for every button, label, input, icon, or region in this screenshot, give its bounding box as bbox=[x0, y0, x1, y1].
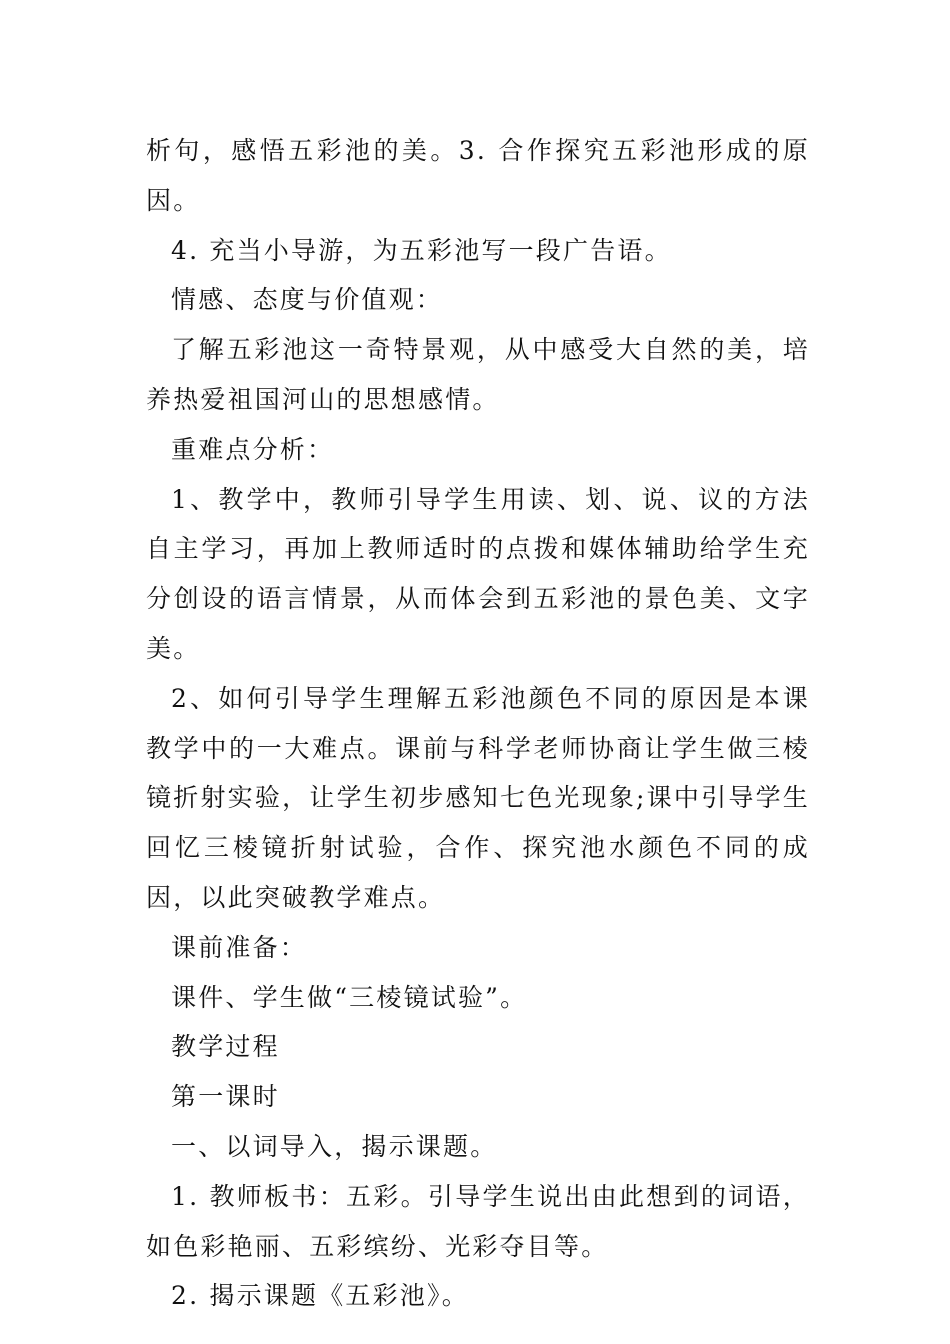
document-body bbox=[146, 126, 810, 1321]
paragraph-step-2: 2. 揭示课题《五彩池》。 bbox=[171, 1281, 469, 1311]
paragraph-objective-4: 4. 充当小导游，为五彩池写一段广告语。 bbox=[171, 235, 672, 265]
paragraph-step-1: 1. 教师板书：五彩。引导学生说出由此想到的词语，如色彩艳丽、五彩缤纷、光彩夺目等。 bbox=[146, 1181, 810, 1261]
paragraph-key-point-1: 1、教学中，教师引导学生用读、划、说、议的方法自主学习，再加上教师适时的点拨和媒体辅助给学生充分创设的语言情景，从而体会到五彩池的景色美、文字美。 bbox=[146, 484, 810, 663]
paragraph-key-point-2: 2、如何引导学生理解五彩池颜色不同的原因是本课教学中的一大难点。课前与科学老师协商让学生做三棱镜折射实验，让学生初步感知七色光现象;课中引导学生回忆三棱镜折射试验，合作、探究池水颜色不同的成因，以此突破教学难点。 bbox=[146, 683, 810, 912]
heading-teaching-process: 教学过程 bbox=[171, 1032, 280, 1062]
paragraph-emotion-values: 了解五彩池这一奇特景观，从中感受大自然的美，培养热爱祖国河山的思想感情。 bbox=[146, 335, 810, 414]
heading-key-difficulties: 重难点分析： bbox=[171, 434, 335, 464]
heading-preparation: 课前准备： bbox=[171, 932, 308, 962]
heading-first-lesson: 第一课时 bbox=[171, 1082, 280, 1112]
paragraph-objective-continued: 析句，感悟五彩池的美。3. 合作探究五彩池形成的原因。 bbox=[146, 136, 810, 215]
paragraph-preparation: 课件、学生做“三棱镜试验”。 bbox=[171, 982, 528, 1012]
heading-step-one: 一、以词导入，揭示课题。 bbox=[171, 1131, 498, 1161]
heading-emotion-values: 情感、态度与价值观： bbox=[171, 285, 444, 315]
